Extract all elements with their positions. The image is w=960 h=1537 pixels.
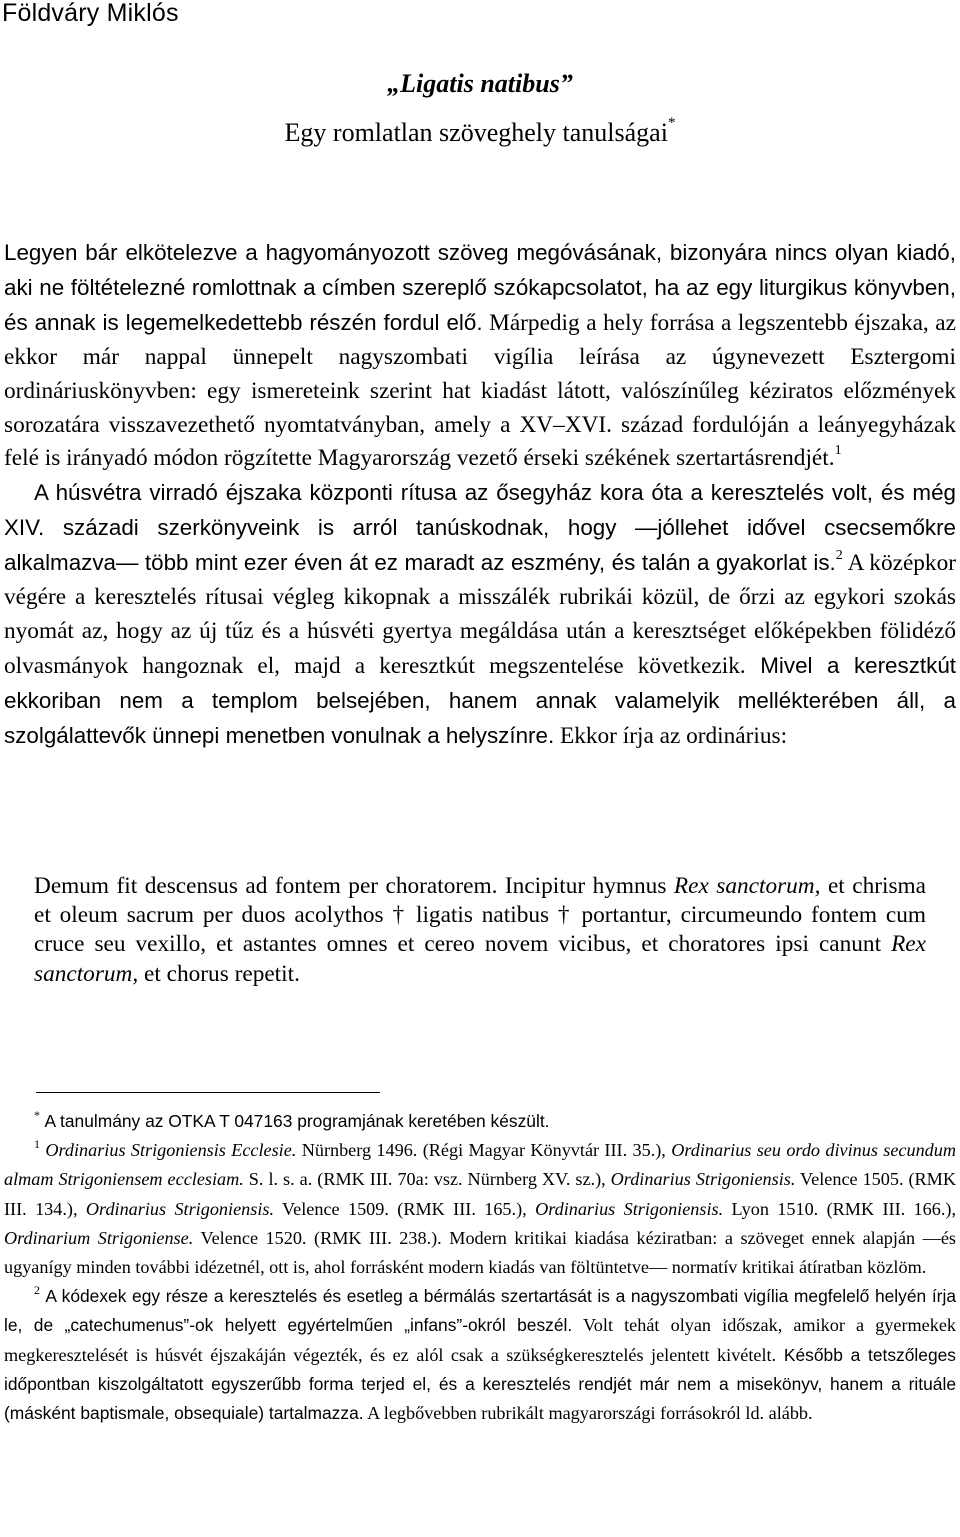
fn2-text-2: Volt tehát olyan időszak, amikor a gyermekek megkeresztelését is húsvét éjszakáján végezték, és ez alól csak a szükségkeresztelés jelentett kivételt. xyxy=(4,1315,957,1365)
fn1-text-5: Lyon 1510. (RMK III. 166.), xyxy=(723,1198,956,1219)
footnote-1-mark: 1 xyxy=(34,1137,40,1152)
quote-part-2: et chrisma et oleum sacrum per duos acolythos † ligatis natibus † portantur, circumeundo fontem cum cruce seu vexillo, et astantes omnes et cereo novem vicibus, et choratores ipsi canunt xyxy=(34,873,926,958)
paragraph-2-intro: A húsvétra virradó éjszaka központi rítusa az ősegyház kora óta a keresztelés volt, és még XIV. századi szerkönyveink is arról tanúskodnak, hogy —jóllehet idővel csecsemőkre alkalmazva— több mint ezer éven át ez maradt az eszmény, és talán a gyakorlat is. xyxy=(4,480,956,576)
paragraph-2 xyxy=(4,476,956,753)
fn2-text-3: Később a tetszőleges időpontban kiszolgáltatott egyszerűbb forma terjed el, és a keresztelés rendjét már nem a misekönyv, hanem a rituále (másként baptismale, obsequiale) tartalmazza. xyxy=(4,1344,956,1424)
paragraph-1-intro: Legyen bár elkötelezve a hagyományozott szöveg megóvásának, bizonyára nincs olyan kiadó, aki ne föltételezné romlottnak a címben szereplő szókapcsolatot, ha az egy liturgikus könyvben, és annak is legemelkedettebb részén fordul elő. xyxy=(4,240,956,335)
fn1-source-2: Ordinarius seu ordo divinus secundum almam Strigoniensem ecclesiam. xyxy=(4,1140,956,1190)
footnote-1 xyxy=(4,1136,956,1282)
fn1-text-2: S. l. s. a. (RMK III. 70a: vsz. Nürnberg XV. sz.), xyxy=(243,1169,611,1190)
quote-part-3: et chorus repetit. xyxy=(138,960,300,987)
subtitle-text: Egy romlatlan szöveghely tanulságai xyxy=(284,118,668,147)
fn1-text-1: Nürnberg 1496. (Régi Magyar Könyvtár III. 35.), xyxy=(296,1140,672,1161)
fn1-source-6: Ordinarium Strigoniense. xyxy=(4,1227,194,1248)
footnote-ref-1[interactable]: 1 xyxy=(834,443,842,459)
fn1-text-4: Velence 1509. (RMK III. 165.), xyxy=(274,1198,536,1219)
paragraph-1-continued: Márpedig a hely forrása a legszentebb éjszaka, az ekkor már nappal ünnepelt nagyszombati vigília leírása az úgynevezett Esztergomi ordináriuskönyvben: egy ismereteink szerint hat kiadást látott, valószínűleg kéziratos előzmények sorozatára visszavezethető nyomtatványban, amely a XV–XVI. század fordulóján a leányegyházak felé is irányadó módon rögzítette Magyarország vezető érseki székének szertartásrendjét. xyxy=(4,309,956,472)
footnote-2 xyxy=(4,1282,956,1428)
quote-hymn-title-2: Rex sanctorum, xyxy=(34,931,926,987)
fn1-text-7: Modern kritikai kiadása kéziratban: a szöveget ennek alapján —és ugyanígy minden további idézetnél, ott is, ahol forrásként modern kiadás van föltüntetve— normatív kritikai átíratban közlöm. xyxy=(4,1227,956,1278)
paragraph-2-end: Ekkor írja az ordinárius: xyxy=(554,722,788,749)
main-text xyxy=(4,236,956,754)
fn1-source-1: Ordinarius Strigoniensis Ecclesie. xyxy=(45,1140,297,1161)
quote-part-1: Demum fit descensus ad fontem per choratorem. Incipitur hymnus xyxy=(34,873,674,899)
fn1-text-6: Velence 1520. (RMK III. 238.). xyxy=(193,1227,442,1248)
fn1-source-5: Ordinarius Strigoniensis. xyxy=(535,1198,724,1219)
fn1-source-3: Ordinarius Strigoniensis. xyxy=(610,1169,796,1190)
fn2-text-4: A legbővebben rubrikált magyarországi forrásokról ld. alább. xyxy=(363,1403,813,1424)
footnote-ref-2[interactable]: 2 xyxy=(835,548,843,564)
author-name: Földváry Miklós xyxy=(2,0,179,27)
fn1-text-3: Velence 1505. (RMK III. 134.), xyxy=(4,1169,956,1219)
subtitle-footnote-mark[interactable]: * xyxy=(667,115,676,131)
article-title: „Ligatis natibus” xyxy=(387,69,573,98)
fn1-source-4: Ordinarius Strigoniensis. xyxy=(85,1198,274,1219)
footnote-star xyxy=(4,1107,956,1136)
paragraph-1 xyxy=(4,236,956,476)
footnote-separator xyxy=(36,1092,380,1093)
paragraph-2-sans: Mivel a keresztkút ekkoriban nem a templom belsejében, hanem annak valamelyik mellékterében áll, a szolgálattevők ünnepi menetben vonulnak a helyszínre. xyxy=(4,652,956,748)
footnote-2-mark: 2 xyxy=(34,1283,40,1298)
latin-quotation xyxy=(34,872,926,989)
article-subtitle xyxy=(0,115,960,148)
fn2-text-1: A kódexek egy része a keresztelés és esetleg a bérmálás szertartását is a nagyszombati vigília megfelelő helyén írja le, de „catechumenus”-ok helyett egyértelműen „infans”-okról beszél. xyxy=(4,1286,957,1336)
footnotes xyxy=(4,1107,956,1428)
quote-hymn-title-1: Rex sanctorum, xyxy=(673,873,821,899)
footnote-star-mark: * xyxy=(34,1108,40,1122)
footnote-star-text: A tanulmány az OTKA T 047163 programjának keretében készült. xyxy=(44,1111,550,1131)
paragraph-2-middle: A középkor végére a keresztelés rítusai végleg kikopnak a misszálék rubrikái közül, de őrzi az egykori szokás nyomát az, hogy az új tűz és a húsvéti gyertya megáldása után a keresztséget előképekben fölidéző olvasmányok hangoznak el, majd a keresztkút megszentelése következik. xyxy=(4,550,956,679)
